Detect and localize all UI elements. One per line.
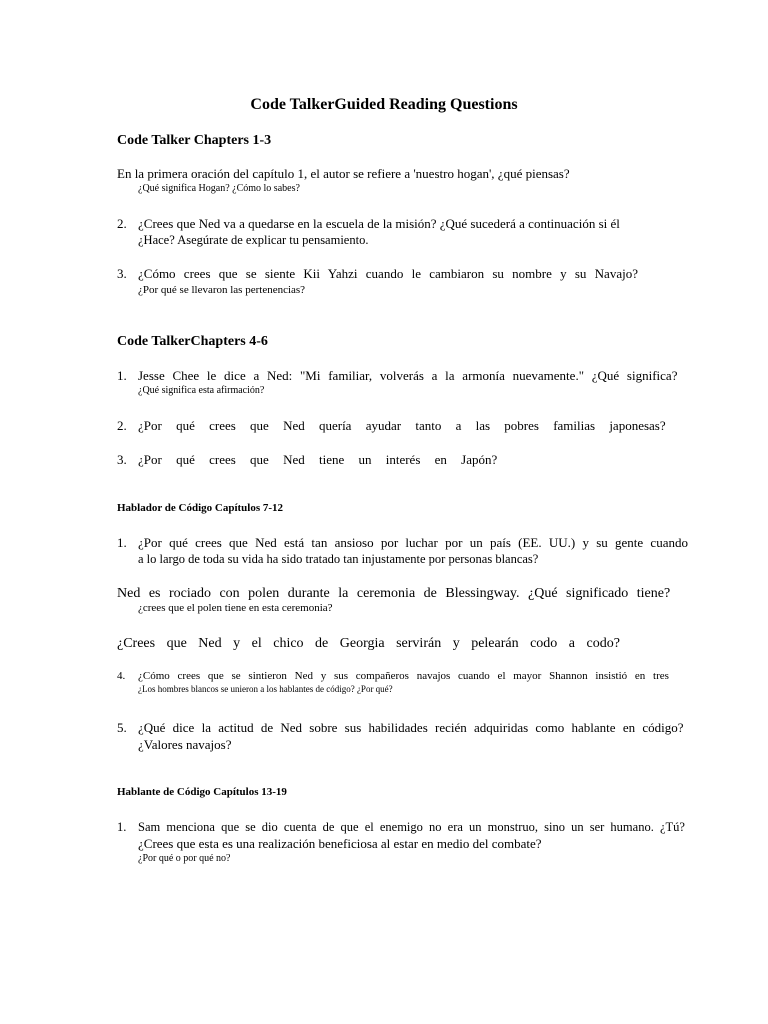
question-text [117, 636, 768, 652]
question-line: Sam menciona que se dio cuenta de que el enemigo no era un monstruo, sino un ser humano. ¿Tú? [138, 820, 685, 834]
question-line: ¿Por qué crees que Ned quería ayudar tanto a las pobres familias japonesas? [138, 418, 666, 433]
question-continuation: ¿Hace? Asegúrate de explicar tu pensamiento. [138, 233, 369, 247]
question-text [117, 452, 768, 468]
question-number: 1. [117, 535, 127, 550]
question-number: 1. [117, 368, 127, 383]
question-subtext: ¿Por qué se llevaron las pertenencias? [138, 284, 306, 296]
question-2-2 [117, 418, 768, 434]
question-text [117, 418, 768, 434]
section-heading-chapters-13-19: Hablante de Código Capítulos 13-19 [117, 786, 287, 798]
question-text [117, 216, 768, 232]
question-3-3 [117, 636, 768, 652]
question-3-4 [117, 670, 768, 696]
question-subtext: ¿Los hombres blancos se unieron a los hablantes de código? ¿Por qué? [138, 684, 393, 694]
question-1-3 [117, 266, 768, 297]
question-line: ¿Por qué crees que Ned está tan ansioso por luchar por un país (EE. UU.) y su gente cuando [138, 535, 688, 550]
question-continuation: a lo largo de toda su vida ha sido tratado tan injustamente por personas blancas? [138, 552, 539, 566]
question-text [117, 720, 768, 736]
question-subtext: ¿crees que el polen tiene en esta ceremonia? [138, 602, 333, 614]
section-heading-chapters-1-3: Code Talker Chapters 1-3 [117, 133, 272, 148]
section-heading-chapters-4-6: Code TalkerChapters 4-6 [117, 334, 268, 349]
question-line: Ned es rociado con polen durante la ceremonia de Blessingway. ¿Qué significado tiene? [117, 586, 671, 601]
question-text [117, 820, 768, 835]
question-subtext: ¿Qué significa Hogan? ¿Cómo lo sabes? [138, 183, 300, 194]
question-line: Jesse Chee le dice a Ned: "Mi familiar, volverás a la armonía nuevamente." ¿Qué significa? [138, 368, 678, 383]
question-line: ¿Crees que Ned va a quedarse en la escuela de la misión? ¿Qué sucederá a continuación si él [138, 216, 620, 231]
question-3-2 [117, 586, 768, 615]
question-number: 1. [117, 820, 127, 834]
question-2-1 [117, 368, 768, 397]
question-3-1 [117, 535, 768, 567]
question-continuation: ¿Crees que esta es una realización beneficiosa al estar en medio del combate? [138, 836, 542, 851]
question-number: 3. [117, 266, 127, 281]
question-text [117, 266, 768, 282]
question-text [117, 368, 768, 384]
question-subtext: ¿Qué significa esta afirmación? [138, 385, 265, 396]
question-1-1 [117, 166, 768, 195]
question-4-1 [117, 820, 768, 865]
question-line: ¿Por qué crees que Ned tiene un interés en Japón? [138, 452, 498, 467]
question-text [117, 535, 768, 551]
question-text: En la primera oración del capítulo 1, el autor se refiere a 'nuestro hogan', ¿qué piensas? [117, 166, 570, 181]
question-number: 2. [117, 418, 127, 433]
question-number: 4. [117, 670, 126, 682]
question-number: 3. [117, 452, 127, 467]
question-3-5 [117, 720, 768, 753]
question-line: ¿Cómo crees que se siente Kii Yahzi cuando le cambiaron su nombre y su Navajo? [138, 266, 638, 281]
question-line: ¿Qué dice la actitud de Ned sobre sus habilidades recién adquiridas como hablante en código? [138, 720, 684, 735]
question-subtext: ¿Por qué o por qué no? [138, 853, 231, 864]
question-number: 2. [117, 216, 127, 231]
section-heading-chapters-7-12: Hablador de Código Capítulos 7-12 [117, 502, 284, 514]
question-2-3 [117, 452, 768, 468]
page-title: Code TalkerGuided Reading Questions [250, 96, 518, 113]
question-text [117, 670, 768, 682]
question-1-2 [117, 216, 768, 248]
question-line: ¿Crees que Ned y el chico de Georgia servirán y pelearán codo a codo? [117, 636, 620, 651]
question-number: 5. [117, 720, 127, 735]
question-continuation: ¿Valores navajos? [138, 737, 232, 752]
question-line: ¿Cómo crees que se sintieron Ned y sus compañeros navajos cuando el mayor Shannon insistió en tres [138, 670, 669, 682]
question-text [117, 586, 768, 602]
